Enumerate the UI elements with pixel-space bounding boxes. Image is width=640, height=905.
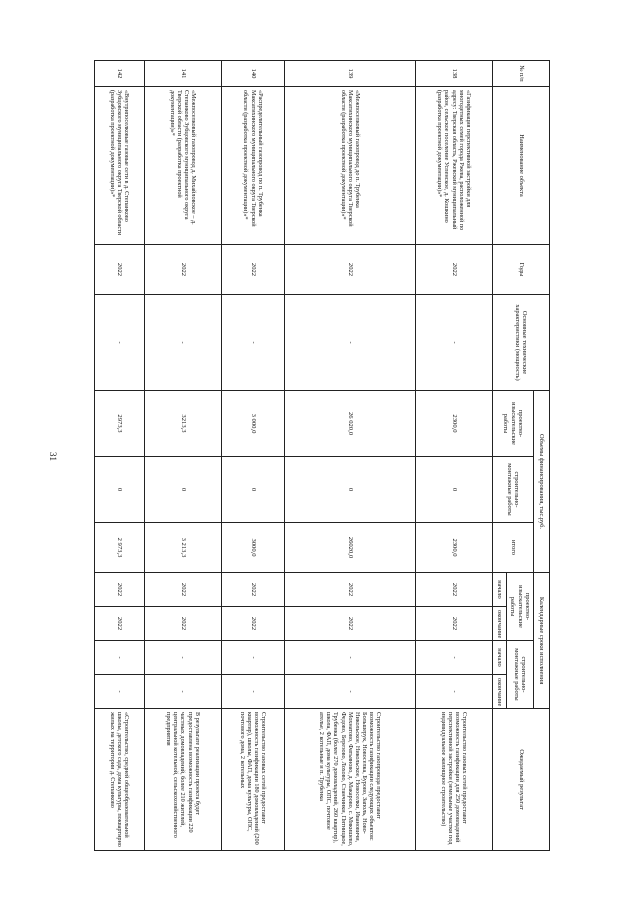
row-construction: 0 bbox=[221, 457, 284, 523]
row-design: 2300,0 bbox=[416, 391, 493, 457]
row-capacity: - bbox=[416, 295, 493, 391]
row-design: 3 000,0 bbox=[221, 391, 284, 457]
row-total: 3000,0 bbox=[221, 523, 284, 573]
row-no: 140 bbox=[221, 61, 284, 87]
row-design-end: 2022 bbox=[416, 607, 493, 641]
row-no: 139 bbox=[285, 61, 416, 87]
row-capacity: - bbox=[221, 295, 284, 391]
row-no: 138 bbox=[416, 61, 493, 87]
row-construction-end: - bbox=[221, 675, 284, 709]
row-result: Строительство газовых сетей предоставит возможность газификации для 250 домовладений перспективной застройки (земельные участки под индивидуальное жилищное строительство) bbox=[416, 709, 493, 851]
header-design-deadlines: проектно-изыскательские работы bbox=[506, 573, 533, 641]
row-result: Строительство газовых сетей предоставит возможность газификации 180 домовладений (200 квартир), школы, ФАП, дома культуры, ОПС, почтового дома, 2 котельных bbox=[221, 709, 284, 851]
row-no: 141 bbox=[144, 61, 221, 87]
row-result: «Строительство, средней общеобразовательной школы, детского сада, дома культуры, поквартирно жилых на территории д. Степанково bbox=[95, 709, 145, 851]
row-design: 3213,3 bbox=[144, 391, 221, 457]
row-construction: 0 bbox=[416, 457, 493, 523]
header-name: Наименование объекта bbox=[492, 87, 549, 245]
header-design-end: окончание bbox=[492, 607, 506, 641]
row-design-start: 2022 bbox=[144, 573, 221, 607]
header-design-works: проектно-изыскательские работы bbox=[492, 391, 533, 457]
header-no: № п/п bbox=[492, 61, 549, 87]
row-total: 3 213,3 bbox=[144, 523, 221, 573]
row-design-start: 2022 bbox=[416, 573, 493, 607]
row-construction-end: - bbox=[144, 675, 221, 709]
row-design-end: 2022 bbox=[144, 607, 221, 641]
table-row bbox=[416, 61, 493, 851]
row-design: 26 020,0 bbox=[285, 391, 416, 457]
header-years: Годы bbox=[492, 245, 549, 295]
row-design-end: 2022 bbox=[221, 607, 284, 641]
row-construction-end: - bbox=[416, 675, 493, 709]
row-name: «Газификация перспективной застройки для многодетных семей города Ржева, расположенной по адресу: Тверская область, Ржевский муниципальный район, сельское поселение Успенское, д. Кошкино (разработка проектной документации)»* bbox=[416, 87, 493, 245]
header-construction-start: начало bbox=[492, 641, 506, 675]
row-years: 2022 bbox=[285, 245, 416, 295]
header-construction-deadlines: строительно-монтажные работы bbox=[506, 641, 533, 709]
row-construction-start: - bbox=[221, 641, 284, 675]
table-row bbox=[221, 61, 284, 851]
row-design-end: 2022 bbox=[285, 607, 416, 641]
header-design-start: начало bbox=[492, 573, 506, 607]
row-capacity: - bbox=[144, 295, 221, 391]
header-construction-works: строительно-монтажные работы bbox=[492, 457, 533, 523]
row-years: 2022 bbox=[95, 245, 145, 295]
row-design-start: 2022 bbox=[221, 573, 284, 607]
rotated-table-wrapper bbox=[94, 60, 550, 850]
header-deadlines: Календарные сроки исполнения bbox=[534, 573, 550, 709]
row-name: «Межпоселковый газопровод до п. Трубенка Максатихинского муниципального округа Тверской области (разработка проектной документации)»* bbox=[285, 87, 416, 245]
row-construction-start: - bbox=[144, 641, 221, 675]
row-construction-end: - bbox=[95, 675, 145, 709]
header-result: Ожидаемый результат bbox=[492, 709, 549, 851]
row-construction-start: - bbox=[416, 641, 493, 675]
row-capacity: - bbox=[285, 295, 416, 391]
header-construction-end: окончание bbox=[492, 675, 506, 709]
row-total: 2300,0 bbox=[416, 523, 493, 573]
table-row bbox=[285, 61, 416, 851]
row-name: «Распределительный газопровод по п. Трубенка Максатихинского муниципального округа Тверской области (разработка проектной документации)»* bbox=[221, 87, 284, 245]
row-construction: 0 bbox=[285, 457, 416, 523]
row-result: Строительство газопровода предоставит возможность газификации следующих объектов: Большерук, Новоселка, Бурово, Заполь, Ново-Никольское, Никольское, Новоселки, Ивановичи, Мохнатово, Фатьяново, д. Макарово, с. Мякишево, Федово, Березово, Лохово, Станчинки, Пятницкое, Трубенка (более 270 домовладений, 260 квартир), школа, ФАП, дома культуры, ОПС, почтовое ателье, 2 котельные и п. Трубенка bbox=[285, 709, 416, 851]
row-construction-end: - bbox=[285, 675, 416, 709]
row-name: «Внутрипоселковые газовые сети в д. Степанково Зубцовского муниципального округа Тверской области (разработка проектной документации)»* bbox=[95, 87, 145, 245]
page-number: 31 bbox=[48, 452, 58, 461]
row-no: 142 bbox=[95, 61, 145, 87]
row-total: 26020,0 bbox=[285, 523, 416, 573]
row-construction: 0 bbox=[95, 457, 145, 523]
table-row bbox=[144, 61, 221, 851]
row-result: В результате реализации проекта будет предоставлена возможность газификации 220 частных домовладений, более 210 жителей, центральной котельной, сельскохозяйственного предприятия bbox=[144, 709, 221, 851]
row-years: 2022 bbox=[144, 245, 221, 295]
projects-table bbox=[94, 60, 550, 851]
row-construction-start: - bbox=[95, 641, 145, 675]
row-construction: 0 bbox=[144, 457, 221, 523]
row-design-start: 2022 bbox=[95, 573, 145, 607]
row-design-end: 2022 bbox=[95, 607, 145, 641]
table-row bbox=[95, 61, 145, 851]
header-finance: Объемы финансирования, тыс.руб. bbox=[534, 391, 550, 573]
header-capacity: Основные технические характеристики (мощность) bbox=[492, 295, 549, 391]
row-name: «Межпоселковый газопровод д. Михайловское – д. Степанково Зубцовского муниципального округа Тверской области (разработка проектной документации)»* bbox=[144, 87, 221, 245]
row-capacity: - bbox=[95, 295, 145, 391]
row-years: 2022 bbox=[221, 245, 284, 295]
row-design-start: 2022 bbox=[285, 573, 416, 607]
row-total: 2 973,3 bbox=[95, 523, 145, 573]
header-total: итого bbox=[492, 523, 533, 573]
row-construction-start: - bbox=[285, 641, 416, 675]
row-years: 2022 bbox=[416, 245, 493, 295]
row-design: 2973,3 bbox=[95, 391, 145, 457]
